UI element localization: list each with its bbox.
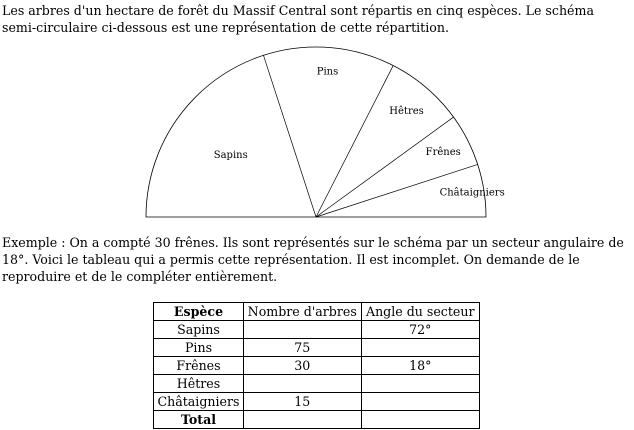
- sector-label: Frênes: [425, 147, 461, 159]
- cell-count: 15: [243, 393, 361, 411]
- sector-divider: [263, 55, 316, 217]
- sector-divider: [316, 66, 393, 217]
- table-row: [154, 339, 480, 357]
- cell-angle: [361, 375, 480, 393]
- cell-count: [243, 375, 361, 393]
- cell-species: Frênes: [154, 357, 244, 375]
- cell-count: 75: [243, 339, 361, 357]
- cell-species: Hêtres: [154, 375, 244, 393]
- cell-angle: [361, 411, 480, 429]
- table-row: [154, 321, 480, 339]
- cell-angle: [361, 339, 480, 357]
- cell-angle: [361, 393, 480, 411]
- sector-divider: [316, 117, 454, 217]
- header-species: Espèce: [154, 303, 244, 321]
- cell-angle: 18°: [361, 357, 480, 375]
- cell-angle: 72°: [361, 321, 480, 339]
- table-row: [154, 411, 480, 429]
- table-row: [154, 393, 480, 411]
- cell-species: Total: [154, 411, 244, 429]
- header-angle: Angle du secteur: [361, 303, 480, 321]
- header-count: Nombre d'arbres: [243, 303, 361, 321]
- sector-label: Pins: [316, 66, 339, 78]
- intro-paragraph: Les arbres d'un hectare de forêt du Massif Central sont répartis en cinq espèces. Le schéma semi-circulaire ci-dessous est une représentation de cette répartition.: [2, 3, 594, 35]
- table-row: [154, 375, 480, 393]
- cell-species: Châtaigniers: [154, 393, 244, 411]
- cell-count: 30: [243, 357, 361, 375]
- sector-label: Hêtres: [389, 105, 424, 117]
- data-table: [153, 302, 480, 429]
- sector-label: Châtaigniers: [439, 187, 505, 199]
- cell-count: [243, 321, 361, 339]
- example-paragraph: Exemple : On a compté 30 frênes. Ils sont représentés sur le schéma par un secteur angulaire de 18°. Voici le tableau qui a permis cette représentation. Il est incomplet. On demande de le reproduire et de le compléter entièrement.: [2, 235, 624, 284]
- table-header-row: [154, 303, 480, 321]
- cell-count: [243, 411, 361, 429]
- cell-species: Pins: [154, 339, 244, 357]
- cell-species: Sapins: [154, 321, 244, 339]
- table-row: [154, 357, 480, 375]
- sector-label: Sapins: [213, 150, 248, 162]
